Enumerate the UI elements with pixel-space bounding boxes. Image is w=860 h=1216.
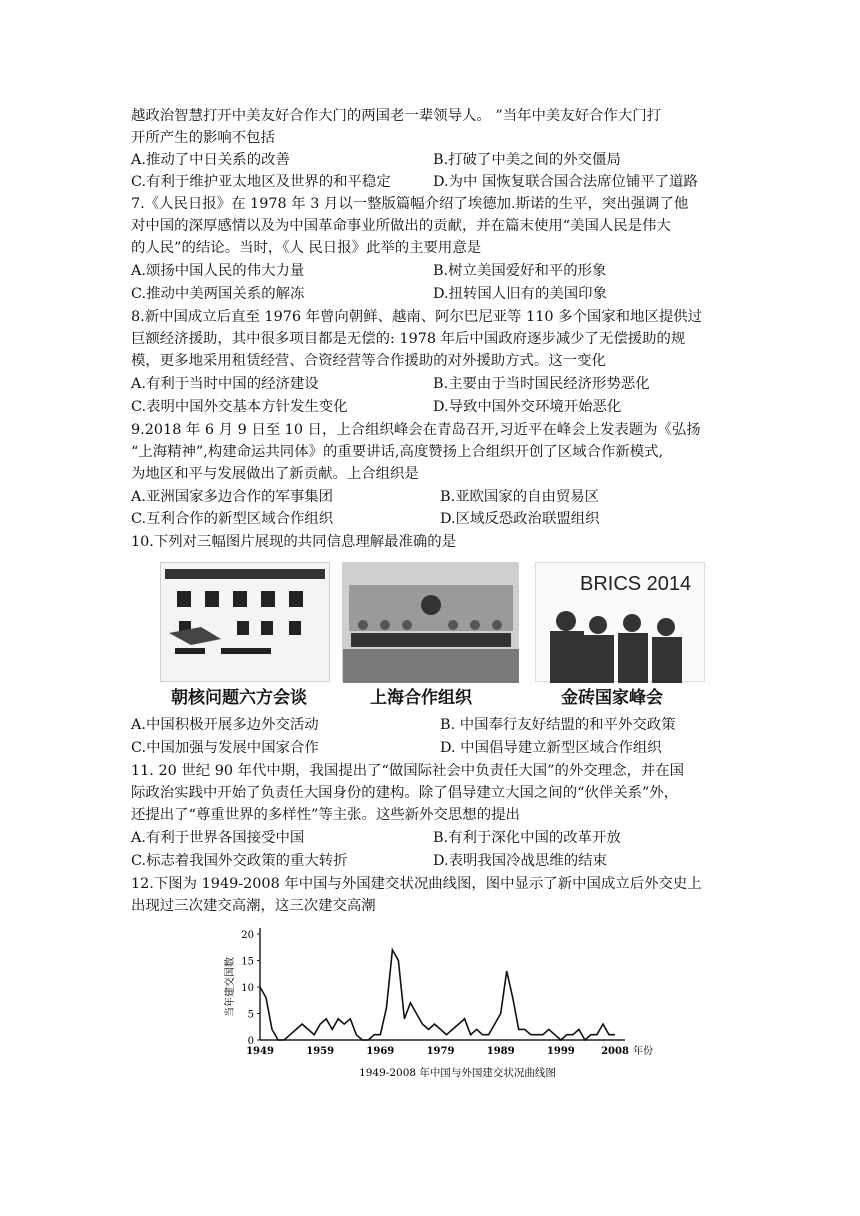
y-axis-label: 当年建交国数 [225, 957, 236, 1017]
q7-stem-line-2: 对中国的深厚感情以及为中国革命事业所做出的贡献，并在篇末使用“美国人民是伟大 [131, 218, 671, 234]
q11-option-a: A.有利于世界各国接受中国 [131, 830, 305, 846]
sco-meeting-photo [342, 562, 518, 682]
q10-stem: 10.下列对三幅图片展现的共同信息理解最准确的是 [131, 534, 457, 550]
q8-option-b: B.主要由于当时国民经济形势恶化 [433, 376, 650, 392]
caption-brics: 金砖国家峰会 [561, 688, 663, 708]
q9-option-b: B.亚欧国家的自由贸易区 [440, 489, 600, 505]
q6-option-c: C.有利于维护亚太地区及世界的和平稳定 [131, 174, 391, 190]
q9-option-c: C.互利合作的新型区域合作组织 [131, 511, 334, 527]
q6-option-a: A.推动了中日关系的改善 [131, 152, 290, 168]
brics-summit-photo [535, 562, 705, 682]
caption-sco: 上海合作组织 [370, 688, 472, 708]
q11-stem-line-2: 际政治实践中开始了负责任大国身份的建构。除了倡导建立大国之间的“伙伴关系”外， [131, 785, 679, 801]
q7-option-a: A.颂扬中国人民的伟大力量 [131, 263, 305, 279]
q7-option-b: B.树立美国爱好和平的形象 [433, 263, 607, 279]
q11-option-b: B.有利于深化中国的改革开放 [433, 830, 621, 846]
y-tick-label: 20 [241, 930, 254, 941]
y-tick-label: 10 [241, 983, 254, 994]
q9-option-a: A.亚洲国家多边合作的军事集团 [131, 489, 334, 505]
q7-stem-line-3: 的人民”的结论。当时，《人 民日报》此举的主要用意是 [131, 240, 482, 256]
x-tick-label: 1959 [306, 1046, 335, 1057]
q9-stem-line-3: 为地区和平与发展做出了新贡献。上合组织是 [131, 466, 419, 482]
q11-stem-line-1: 11. 20 世纪 90 年代中期，我国提出了“做国际社会中负责任大国”的外交理念，并在国 [131, 763, 685, 779]
q11-option-c: C.标志着我国外交政策的重大转折 [131, 853, 348, 869]
q8-stem-line-3: 模，更多地采用租赁经营、合资经营等合作援助的对外援助方式。这一变化 [131, 353, 606, 369]
q8-option-c: C.表明中国外交基本方针发生变化 [131, 399, 348, 415]
six-party-talks-photo [160, 562, 330, 682]
x-tick-label: 2008 [601, 1046, 629, 1057]
q10-option-b: B. 中国奉行友好结盟的和平外交政策 [440, 717, 676, 733]
q6-option-b: B.打破了中美之间的外交僵局 [433, 152, 621, 168]
x-axis-label: 年份 [633, 1046, 653, 1057]
q7-option-d: D.扭转国人旧有的美国印象 [433, 286, 607, 302]
q9-option-d: D.区域反恐政治联盟组织 [440, 511, 600, 527]
q10-option-c: C.中国加强与发展中国家合作 [131, 740, 319, 756]
q7-stem-line-1: 7.《人民日报》在 1978 年 3 月以一整版篇幅介绍了埃德加.斯诺的生平，突出强调了他 [131, 196, 689, 212]
q8-option-d: D.导致中国外交环境开始恶化 [433, 399, 622, 415]
q9-stem-line-1: 9.2018 年 6 月 9 日至 10 日，上合组织峰会在青岛召开,习近平在峰会上发表题为《弘扬 [131, 422, 701, 438]
q6-stem-line-2: 开所产生的影响不包括 [131, 130, 275, 146]
q10-option-a: A.中国积极开展多边外交活动 [131, 717, 319, 733]
x-tick-label: 1999 [546, 1046, 575, 1057]
q6-option-d: D.为中 国恢复联合国合法席位铺平了道路 [433, 174, 698, 190]
q8-stem-line-2: 巨额经济援助，其中很多项目都是无偿的: 1978 年后中国政府逐步减少了无偿援助的规 [131, 331, 686, 347]
series-line [260, 950, 615, 1040]
chart-title: 1949-2008 年中国与外国建交状况曲线图 [359, 1067, 556, 1079]
x-tick-label: 1949 [246, 1046, 274, 1057]
q6-stem-line-1: 越政治智慧打开中美友好合作大门的两国老一辈领导人。 ”当年中美友好合作大门打 [131, 108, 661, 124]
q8-option-a: A.有利于当时中国的经济建设 [131, 376, 319, 392]
q7-option-c: C.推动中美两国关系的解冻 [131, 286, 305, 302]
brics-2014-label: BRICS 2014 [580, 573, 692, 595]
caption-six-party-talks: 朝核问题六方会谈 [171, 688, 307, 708]
diplomatic-relations-chart [215, 922, 655, 1092]
q12-stem-line-1: 12.下图为 1949-2008 年中国与外国建交状况曲线图，图中显示了新中国成立后外交史上 [131, 876, 702, 892]
y-tick-label: 0 [247, 1036, 254, 1047]
y-tick-label: 5 [247, 1009, 254, 1021]
q11-stem-line-3: 还提出了“尊重世界的多样性”等主张。这些新外交思想的提出 [131, 807, 520, 823]
chart-svg [215, 922, 655, 1092]
x-tick-label: 1989 [486, 1046, 515, 1057]
x-tick-label: 1969 [366, 1046, 395, 1057]
q8-stem-line-1: 8.新中国成立后直至 1976 年曾向朝鲜、越南、阿尔巴尼亚等 110 多个国家和地区提供过 [131, 309, 703, 325]
y-tick-label: 15 [241, 956, 254, 968]
q9-stem-line-2: “上海精神”,构建命运共同体》的重要讲话,高度赞扬上合组织开创了区域合作新模式, [131, 444, 664, 460]
x-tick-label: 1979 [426, 1046, 455, 1057]
q11-option-d: D.表明我国冷战思维的结束 [433, 853, 607, 869]
q12-stem-line-2: 出现过三次建交高潮，这三次建交高潮 [131, 898, 376, 914]
q10-option-d: D. 中国倡导建立新型区域合作组织 [440, 740, 662, 756]
